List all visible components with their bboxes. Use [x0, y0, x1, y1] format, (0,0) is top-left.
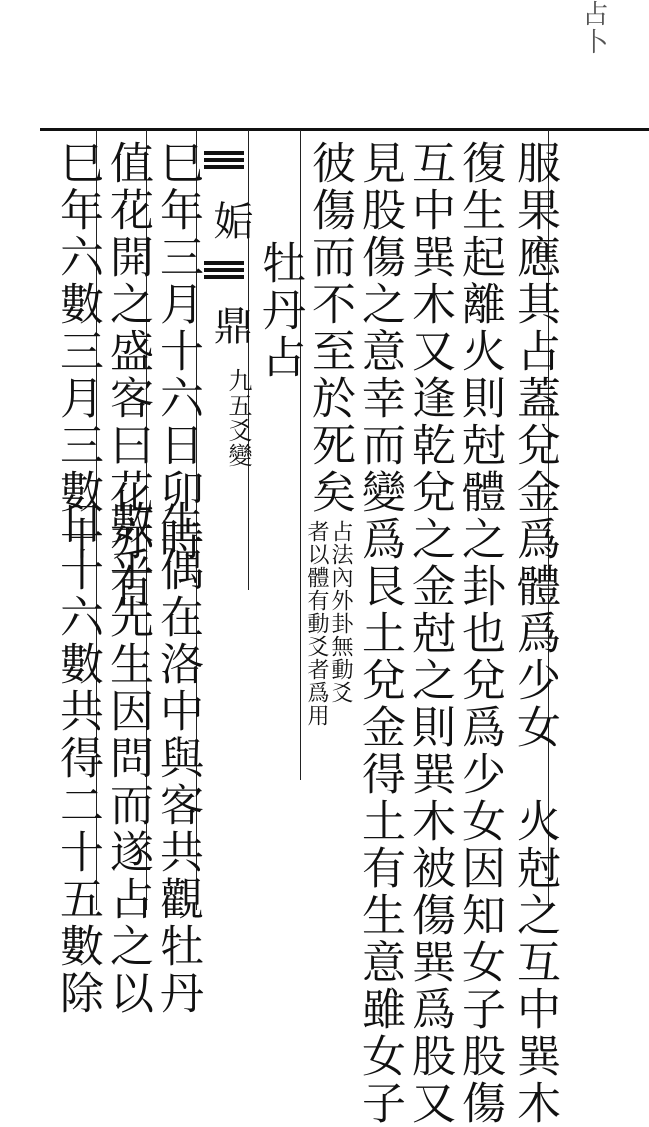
yang-line: [204, 158, 244, 162]
text-column-8-tail: [153, 500, 201, 1017]
hexagram-name-gou: [206, 200, 254, 243]
column-text: 巳年六數三月三數十: [52, 140, 103, 563]
text-column-9-tail: [103, 500, 151, 1017]
column-text: 見股傷之意幸而變爲艮土兌金得土有生意雖女子: [354, 140, 405, 1127]
hexagram-upper-gou: [204, 148, 244, 172]
column-text-tail: 數乎先生因問而遂占之以: [102, 500, 153, 1017]
page-header: 占卜: [578, 0, 608, 56]
column-text: 服果應其占蓋兌金爲體爲少女: [509, 140, 560, 751]
column-divider: [248, 130, 249, 590]
top-border-rule: [40, 128, 649, 131]
text-column-5: [305, 140, 353, 516]
column-text: 互中巽木又逢乾兌之金尅之則巽木被傷巽爲股又: [404, 140, 455, 1127]
column-divider: [300, 130, 301, 780]
yang-line: [204, 151, 244, 155]
text-column-3: [405, 140, 453, 1127]
hexagram-lower-ding: [204, 258, 244, 282]
yang-line: [204, 165, 244, 169]
yang-line: [204, 268, 244, 272]
column-text: 復生起離火則尅體之卦也兌爲少女因知女子股傷: [454, 140, 505, 1127]
hexagram-note: 九五爻變: [224, 368, 252, 468]
yang-line: [204, 261, 244, 265]
column-gap: [509, 751, 560, 798]
column-text-tail: 生偶在洛中與客共觀牡丹: [152, 500, 203, 1017]
column-text-tail: 火尅之互中巽木: [509, 798, 560, 1127]
text-column-2: [455, 140, 503, 1127]
interlinear-note-right: 占法內外卦無動爻: [328, 520, 353, 704]
section-heading: [255, 240, 303, 381]
yang-line: [204, 275, 244, 279]
column-text-tail: 日十六數共得二十五數除: [52, 500, 103, 1017]
column-text: 值花開之盛客曰花亦有: [102, 140, 153, 610]
interlinear-note-left: 者以體有動爻者爲用: [304, 520, 329, 727]
hexagram-name-ding: [206, 305, 254, 348]
column-text: 巳年三月十六日卯時: [152, 140, 203, 563]
column-text: 彼傷而不至於死矣: [304, 140, 355, 516]
hexagram-label: 姤: [207, 200, 253, 243]
hexagram-label: 鼎: [207, 305, 253, 348]
text-column-1: [510, 140, 558, 1127]
text-column-4: [355, 140, 403, 1127]
text-column-10-tail: [53, 500, 101, 1017]
section-heading-text: 牡丹占: [254, 240, 305, 381]
